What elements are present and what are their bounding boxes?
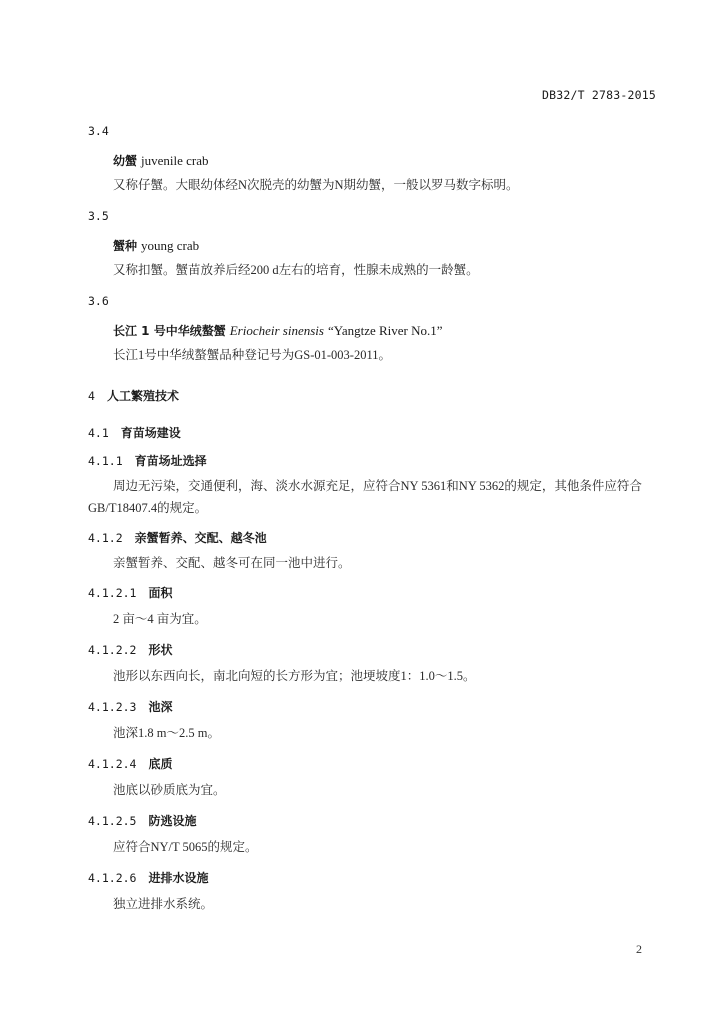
clause-number: 4.1.2.2 [88, 643, 137, 657]
clause-number: 4.1.2.3 [88, 700, 137, 714]
term-cn: 幼蟹 [113, 154, 138, 168]
clause-4-1-2-2-text: 池形以东西向长，南北向短的长方形为宜；池埂坡度1：1.0～1.5。 [113, 669, 476, 683]
clause-4-1-2-heading [88, 529, 267, 546]
section-4-heading [88, 387, 179, 404]
clause-title: 育苗场建设 [120, 426, 181, 440]
clause-number: 4.1.2.1 [88, 586, 137, 600]
clause-title: 防逃设施 [148, 814, 197, 828]
definition-3-6: 长江1号中华绒螯蟹品种登记号为GS-01-003-2011。 [113, 348, 392, 362]
clause-title: 亲蟹暂养、交配、越冬池 [134, 531, 267, 545]
clause-4-1-2-5-heading [88, 812, 196, 829]
section-title: 人工繁殖技术 [106, 389, 179, 403]
clause-number: 4.1.2.4 [88, 757, 137, 771]
clause-4-1-1-text: 周边无污染，交通便利，海、淡水水源充足，应符合NY 5361和NY 5362的规定，其他条件应符合GB/T18407.4的规定。 [88, 479, 642, 515]
clause-4-1-2-5-text: 应符合NY/T 5065的规定。 [113, 840, 258, 854]
term-cn: 蟹种 [113, 239, 138, 253]
clause-4-1-2-1-text: 2 亩～4 亩为宜。 [113, 612, 207, 626]
clause-title: 进排水设施 [148, 871, 209, 885]
term-en: young crab [141, 238, 200, 253]
clause-4-1-2-1-heading [88, 584, 172, 601]
term-number-3-6: 3.6 [88, 294, 109, 308]
clause-4-1-1-heading [88, 452, 207, 469]
clause-title: 池深 [148, 700, 173, 714]
term-cn: 长江 1 号中华绒螯蟹 [113, 324, 226, 338]
clause-number: 4.1.2 [88, 531, 123, 545]
term-en: “Yangtze River No.1” [327, 323, 443, 338]
term-3-6 [113, 322, 443, 339]
clause-number: 4.1.2.6 [88, 871, 137, 885]
clause-4-1-2-6-text: 独立进排水系统。 [113, 897, 214, 911]
clause-title: 形状 [148, 643, 173, 657]
definition-3-5: 又称扣蟹。蟹苗放养后经200 d左右的培育，性腺未成熟的一龄蟹。 [113, 263, 479, 277]
clause-number: 4.1 [88, 426, 109, 440]
term-3-4 [113, 152, 209, 169]
term-number-3-5: 3.5 [88, 209, 109, 223]
clause-4-1-2-3-text: 池深1.8 m～2.5 m。 [113, 726, 220, 740]
clause-4-1-2-4-heading [88, 755, 172, 772]
definition-3-4: 又称仔蟹。大眼幼体经N次脱壳的幼蟹为N期幼蟹，一般以罗马数字标明。 [113, 178, 519, 192]
clause-4-1-2-text: 亲蟹暂养、交配、越冬可在同一池中进行。 [113, 556, 351, 570]
clause-4-1-2-2-heading [88, 641, 172, 658]
clause-title: 育苗场址选择 [134, 454, 207, 468]
clause-title: 底质 [148, 757, 173, 771]
clause-4-1-2-4-text: 池底以砂质底为宜。 [113, 783, 226, 797]
page-number: 2 [636, 942, 642, 956]
clause-4-1-2-6-heading [88, 869, 208, 886]
term-3-5 [113, 237, 199, 254]
clause-4-1-heading [88, 424, 181, 441]
clause-number: 4.1.1 [88, 454, 123, 468]
clause-title: 面积 [148, 586, 173, 600]
term-latin: Eriocheir sinensis [229, 323, 324, 338]
term-number-3-4: 3.4 [88, 124, 109, 138]
document-code: DB32/T 2783-2015 [542, 88, 656, 102]
clause-number: 4.1.2.5 [88, 814, 137, 828]
term-en: juvenile crab [141, 153, 209, 168]
section-number: 4 [88, 389, 95, 403]
clause-4-1-2-3-heading [88, 698, 172, 715]
